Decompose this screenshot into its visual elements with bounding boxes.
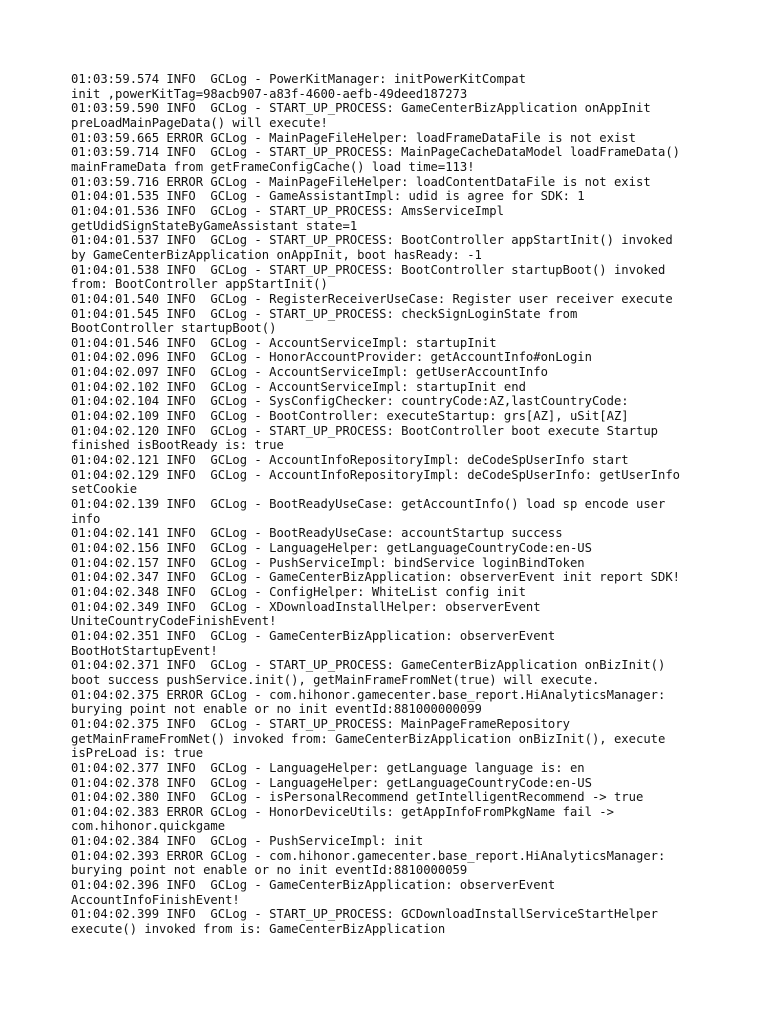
log-line: from: BootController appStartInit() [71,277,328,292]
log-line: 01:04:02.384 INFO GCLog - PushServiceImpl: init [71,834,424,849]
log-line: execute() invoked from is: GameCenterBizApplication [71,922,446,937]
log-line: burying point not enable or no init eventId:8810000059 [71,863,468,878]
log-line: 01:04:02.399 INFO GCLog - START_UP_PROCESS: GCDownloadInstallServiceStartHelper [71,907,658,922]
log-line: 01:04:02.096 INFO GCLog - HonorAccountProvider: getAccountInfo#onLogin [71,350,592,365]
log-line: 01:04:02.375 ERROR GCLog - com.hihonor.gamecenter.base_report.HiAnalyticsManager: [71,687,666,702]
log-line: AccountInfoFinishEvent! [71,892,240,907]
log-line: 01:04:01.535 INFO GCLog - GameAssistantImpl: udid is agree for SDK: 1 [71,189,585,204]
log-line: 01:04:02.393 ERROR GCLog - com.hihonor.gamecenter.base_report.HiAnalyticsManager: [71,848,666,863]
log-line: by GameCenterBizApplication onAppInit, boot hasReady: -1 [71,247,482,262]
log-line: burying point not enable or no init eventId:881000000099 [71,702,482,717]
log-line: setCookie [71,482,138,497]
log-text-block [71,72,721,937]
log-line: 01:04:01.540 INFO GCLog - RegisterReceiverUseCase: Register user receiver execute [71,291,673,306]
log-line: 01:04:02.348 INFO GCLog - ConfigHelper: WhiteList config init [71,584,526,599]
log-line: 01:04:02.097 INFO GCLog - AccountServiceImpl: getUserAccountInfo [71,365,548,380]
log-line: 01:04:01.536 INFO GCLog - START_UP_PROCESS: AmsServiceImpl [71,203,504,218]
log-line: preLoadMainPageData() will execute! [71,115,328,130]
log-line: BootHotStartupEvent! [71,643,218,658]
log-line: 01:04:02.396 INFO GCLog - GameCenterBizApplication: observerEvent [71,878,556,893]
log-line: 01:04:02.347 INFO GCLog - GameCenterBizApplication: observerEvent init report SDK! [71,570,681,585]
log-line: 01:04:01.537 INFO GCLog - START_UP_PROCESS: BootController appStartInit() invoked [71,233,673,248]
log-line: BootController startupBoot() [71,321,277,336]
log-line: 01:03:59.714 INFO GCLog - START_UP_PROCESS: MainPageCacheDataModel loadFrameData() [71,145,681,160]
log-line: UniteCountryCodeFinishEvent! [71,614,277,629]
log-document [71,72,721,937]
log-line: 01:04:02.121 INFO GCLog - AccountInfoRepositoryImpl: deCodeSpUserInfo start [71,453,629,468]
log-line: 01:04:02.349 INFO GCLog - XDownloadInstallHelper: observerEvent [71,599,541,614]
log-line: 01:04:02.129 INFO GCLog - AccountInfoRepositoryImpl: deCodeSpUserInfo: getUserInfo [71,467,681,482]
log-line: 01:04:02.156 INFO GCLog - LanguageHelper: getLanguageCountryCode:en-US [71,541,592,555]
log-line: getMainFrameFromNet() invoked from: GameCenterBizApplication onBizInit(), execute [71,731,666,746]
log-line: 01:03:59.716 ERROR GCLog - MainPageFileHelper: loadContentDataFile is not exist [71,174,651,189]
log-line: finished isBootReady is: true [71,438,284,453]
log-line: mainFrameData from getFrameConfigCache() load time=113! [71,159,475,174]
log-line: 01:04:02.104 INFO GCLog - SysConfigChecker: countryCode:AZ,lastCountryCode: [71,394,629,409]
log-line: init ,powerKitTag=98acb907-a83f-4600-aefb-49deed187273 [71,86,468,101]
log-line: com.hihonor.quickgame [71,819,226,834]
log-line: 01:04:02.375 INFO GCLog - START_UP_PROCESS: MainPageFrameRepository [71,716,570,731]
log-line: 01:04:02.109 INFO GCLog - BootController: executeStartup: grs[AZ], uSit[AZ] [71,409,629,424]
log-line: 01:04:02.120 INFO GCLog - START_UP_PROCESS: BootController boot execute Startup [71,423,658,438]
log-line: 01:03:59.665 ERROR GCLog - MainPageFileHelper: loadFrameDataFile is not exist [71,130,636,145]
log-line: 01:04:01.545 INFO GCLog - START_UP_PROCESS: checkSignLoginState from [71,306,578,321]
log-line: 01:03:59.590 INFO GCLog - START_UP_PROCESS: GameCenterBizApplication onAppInit [71,101,651,116]
log-line: 01:04:02.139 INFO GCLog - BootReadyUseCase: getAccountInfo() load sp encode user [71,497,666,512]
log-line: 01:03:59.574 INFO GCLog - PowerKitManager: initPowerKitCompat [71,72,526,86]
log-line: 01:04:02.102 INFO GCLog - AccountServiceImpl: startupInit end [71,379,526,394]
log-line: 01:04:02.380 INFO GCLog - isPersonalRecommend getIntelligentRecommend -> true [71,790,644,805]
log-line: 01:04:02.157 INFO GCLog - PushServiceImpl: bindService loginBindToken [71,555,585,570]
log-line: 01:04:02.378 INFO GCLog - LanguageHelper: getLanguageCountryCode:en-US [71,775,592,790]
log-line: 01:04:01.538 INFO GCLog - START_UP_PROCESS: BootController startupBoot() invoked [71,262,666,277]
log-line: getUdidSignStateByGameAssistant state=1 [71,218,358,233]
log-line: info [71,511,101,526]
log-line: 01:04:02.383 ERROR GCLog - HonorDeviceUtils: getAppInfoFromPkgName fail -> [71,804,614,819]
log-line: boot success pushService.init(), getMainFrameFromNet(true) will execute. [71,672,600,687]
log-line: 01:04:02.371 INFO GCLog - START_UP_PROCESS: GameCenterBizApplication onBizInit() [71,658,666,673]
log-line: isPreLoad is: true [71,746,204,761]
log-line: 01:04:01.546 INFO GCLog - AccountServiceImpl: startupInit [71,335,497,350]
log-line: 01:04:02.377 INFO GCLog - LanguageHelper: getLanguage language is: en [71,760,585,775]
log-line: 01:04:02.351 INFO GCLog - GameCenterBizApplication: observerEvent [71,628,556,643]
log-line: 01:04:02.141 INFO GCLog - BootReadyUseCase: accountStartup success [71,526,563,541]
